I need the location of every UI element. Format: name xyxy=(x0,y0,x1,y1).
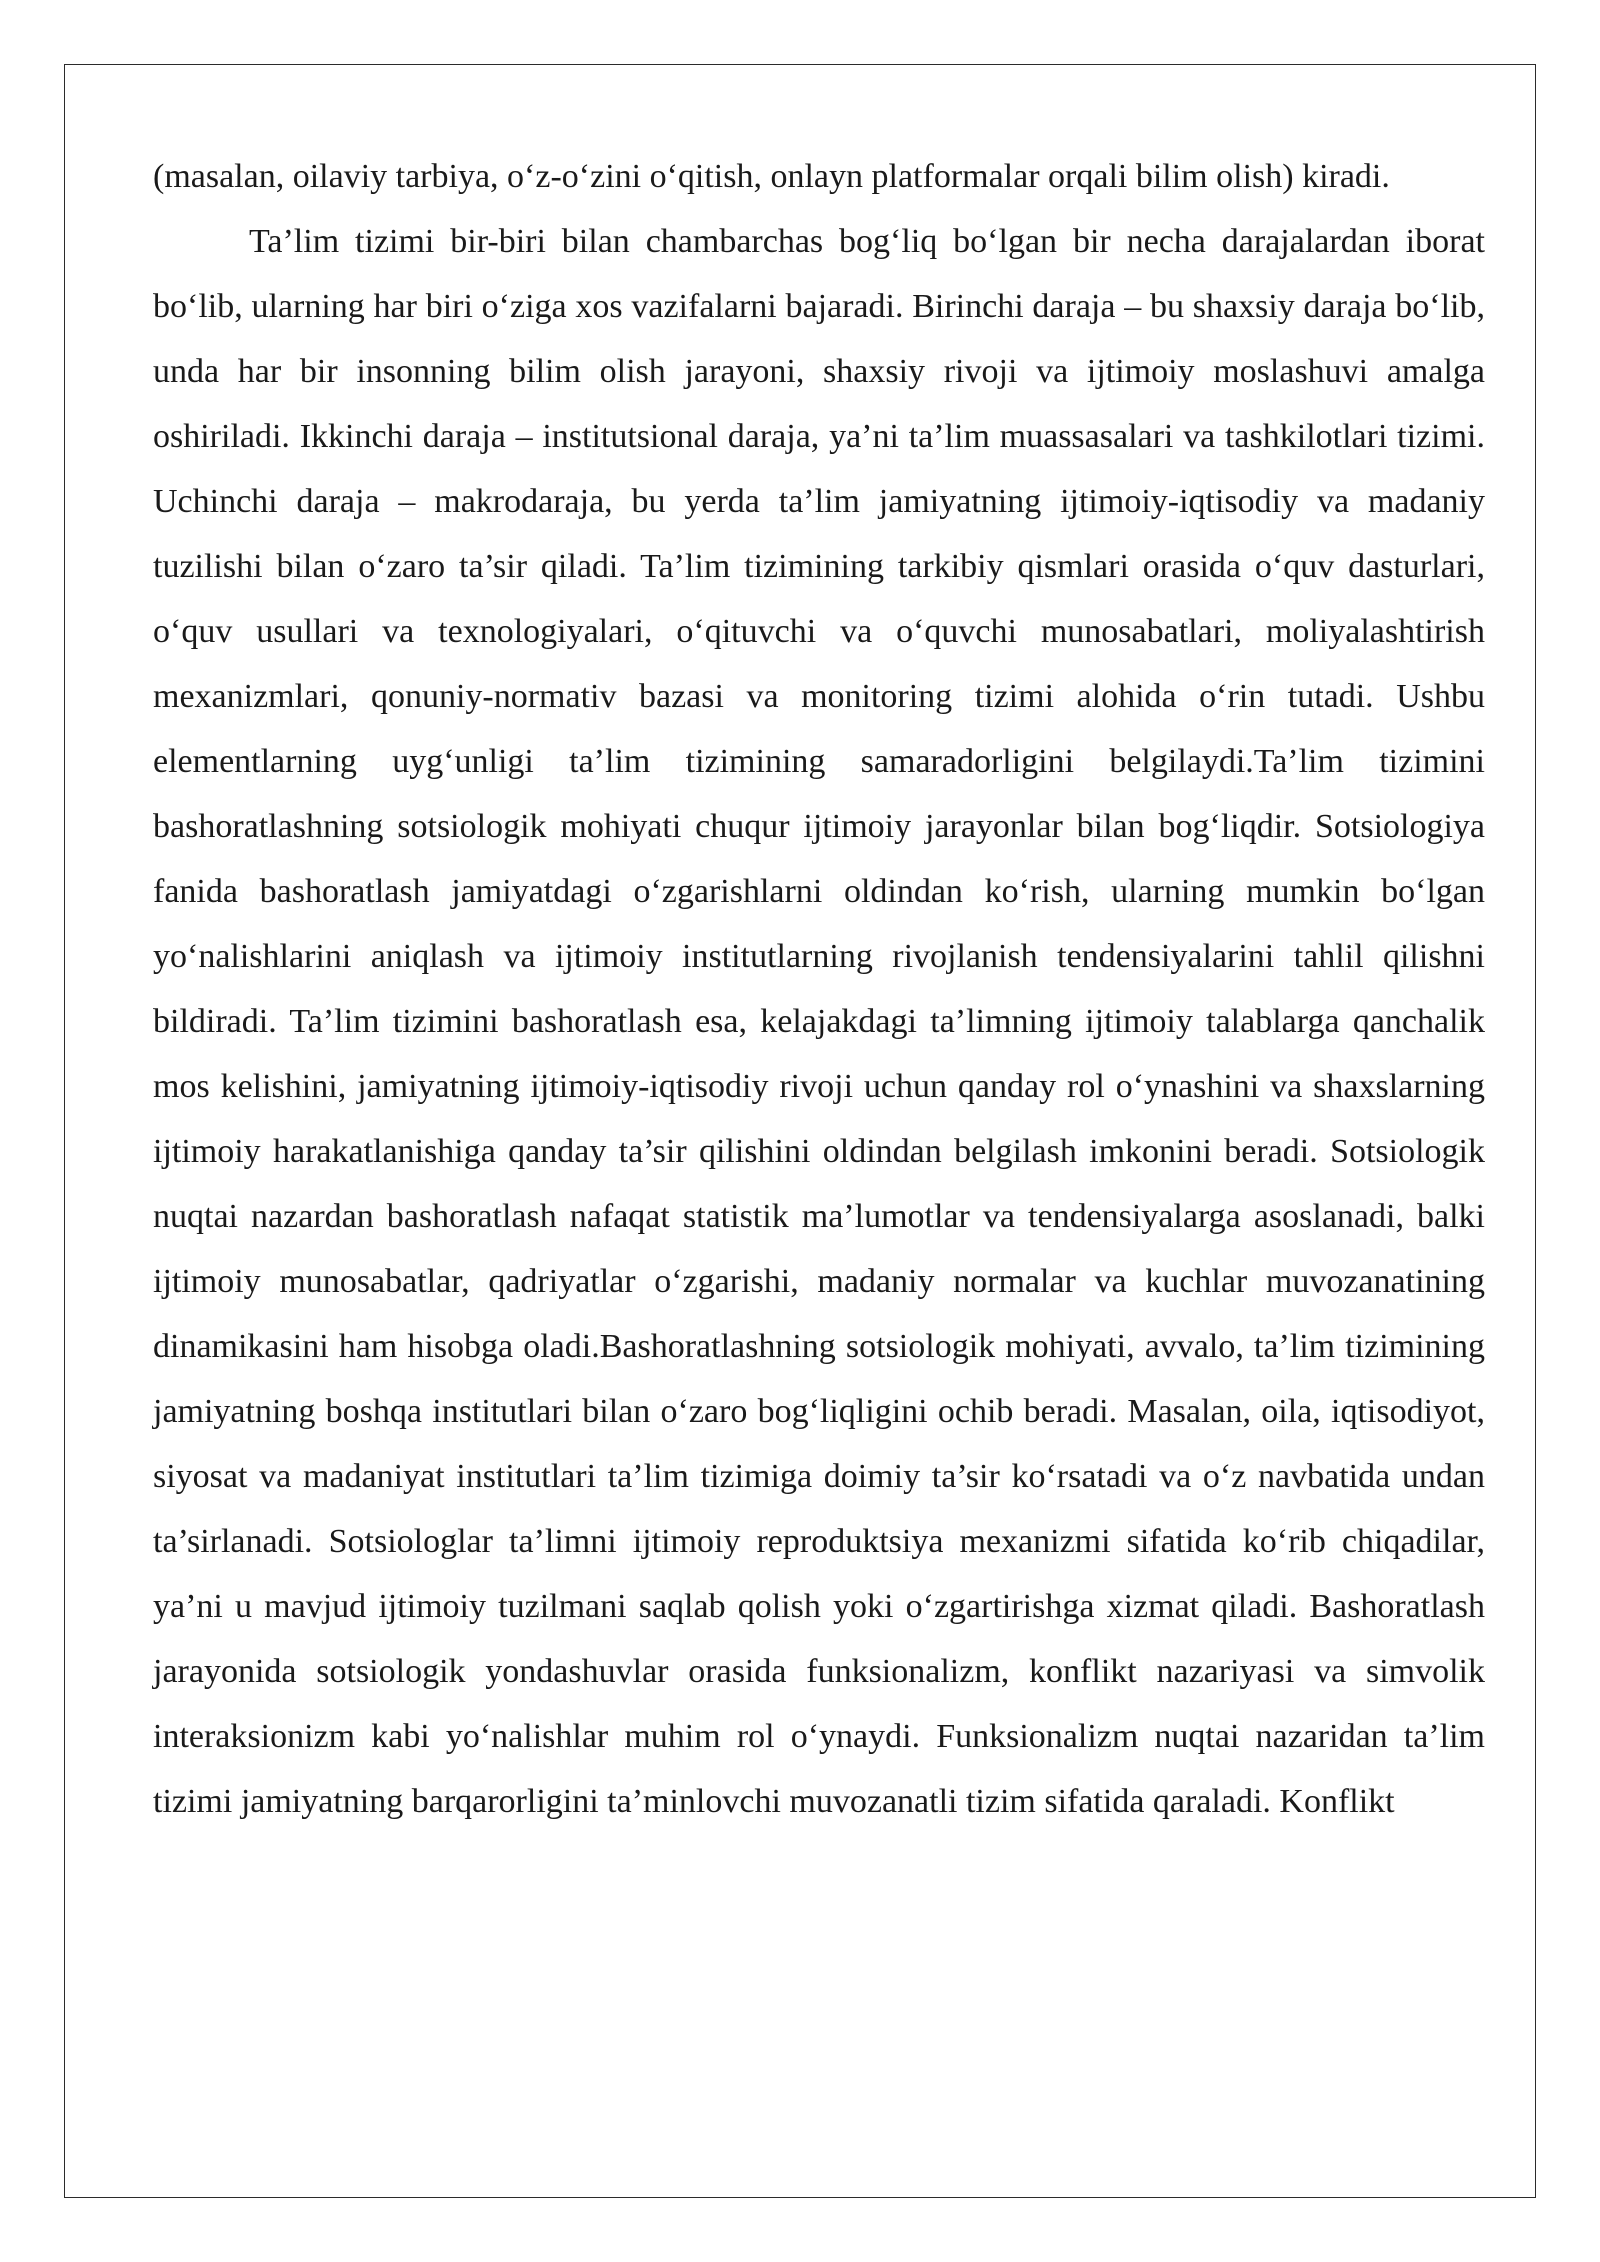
document-body xyxy=(153,144,1485,1834)
paragraph-continuation: (masalan, oilaviy tarbiya, o‘z-o‘zini o‘qitish, onlayn platformalar orqali bilim olish) kiradi. xyxy=(153,158,1390,195)
paragraph-education-system-levels: Ta’lim tizimi bir-biri bilan chambarchas bog‘liq bo‘lgan bir necha darajalardan iborat bo‘lib, ularning har biri o‘ziga xos vazifalarni bajaradi. Birinchi daraja – bu shaxsiy daraja bo‘lib, unda har bir insonning bilim olish jarayoni, shaxsiy rivoji va ijtimoiy moslashuvi amalga oshiriladi. Ikkinchi daraja – institutsional daraja, ya’ni ta’lim muassasalari va tashkilotlari tizimi. Uchinchi daraja – makrodaraja, bu yerda ta’lim jamiyatning ijtimoiy-iqtisodiy va madaniy tuzilishi bilan o‘zaro ta’sir qiladi. Ta’lim tizimining tarkibiy qismlari orasida o‘quv dasturlari, o‘quv usullari va texnologiyalari, o‘qituvchi va o‘quvchi munosabatlari, moliyalashtirish mexanizmlari, qonuniy-normativ bazasi va monitoring tizimi alohida o‘rin tutadi. Ushbu elementlarning uyg‘unligi ta’lim tizimining samaradorligini belgilaydi.Ta’lim tizimini bashoratlashning sotsiologik mohiyati chuqur ijtimoiy jarayonlar bilan bog‘liqdir. Sotsiologiya fanida bashoratlash jamiyatdagi o‘zgarishlarni oldindan ko‘rish, ularning mumkin bo‘lgan yo‘nalishlarini aniqlash va ijtimoiy institutlarning rivojlanish tendensiyalarini tahlil qilishni bildiradi. Ta’lim tizimini bashoratlash esa, kelajakdagi ta’limning ijtimoiy talablarga qanchalik mos kelishini, jamiyatning ijtimoiy-iqtisodiy rivoji uchun qanday rol o‘ynashini va shaxslarning ijtimoiy harakatlanishiga qanday ta’sir qilishini oldindan belgilash imkonini beradi. Sotsiologik nuqtai nazardan bashoratlash nafaqat statistik ma’lumotlar va tendensiyalarga asoslanadi, balki ijtimoiy munosabatlar, qadriyatlar o‘zgarishi, madaniy normalar va kuchlar muvozanatining dinamikasini ham hisobga oladi.Bashoratlashning sotsiologik mohiyati, avvalo, ta’lim tizimining jamiyatning boshqa institutlari bilan o‘zaro bog‘liqligini ochib beradi. Masalan, oila, iqtisodiyot, siyosat va madaniyat institutlari ta’lim tizimiga doimiy ta’sir ko‘rsatadi va o‘z navbatida undan ta’sirlanadi. Sotsiologlar ta’limni ijtimoiy reproduktsiya mexanizmi sifatida ko‘rib chiqadilar, ya’ni u mavjud ijtimoiy tuzilmani saqlab qolish yoki o‘zgartirishga xizmat qiladi. Bashoratlash jarayonida sotsiologik yondashuvlar orasida funksionalizm, konflikt nazariyasi va simvolik interaksionizm kabi yo‘nalishlar muhim rol o‘ynaydi. Funksionalizm nuqtai nazaridan ta’lim tizimi jamiyatning barqarorligini ta’minlovchi muvozanatli tizim sifatida qaraladi. Konflikt xyxy=(153,223,1485,1820)
